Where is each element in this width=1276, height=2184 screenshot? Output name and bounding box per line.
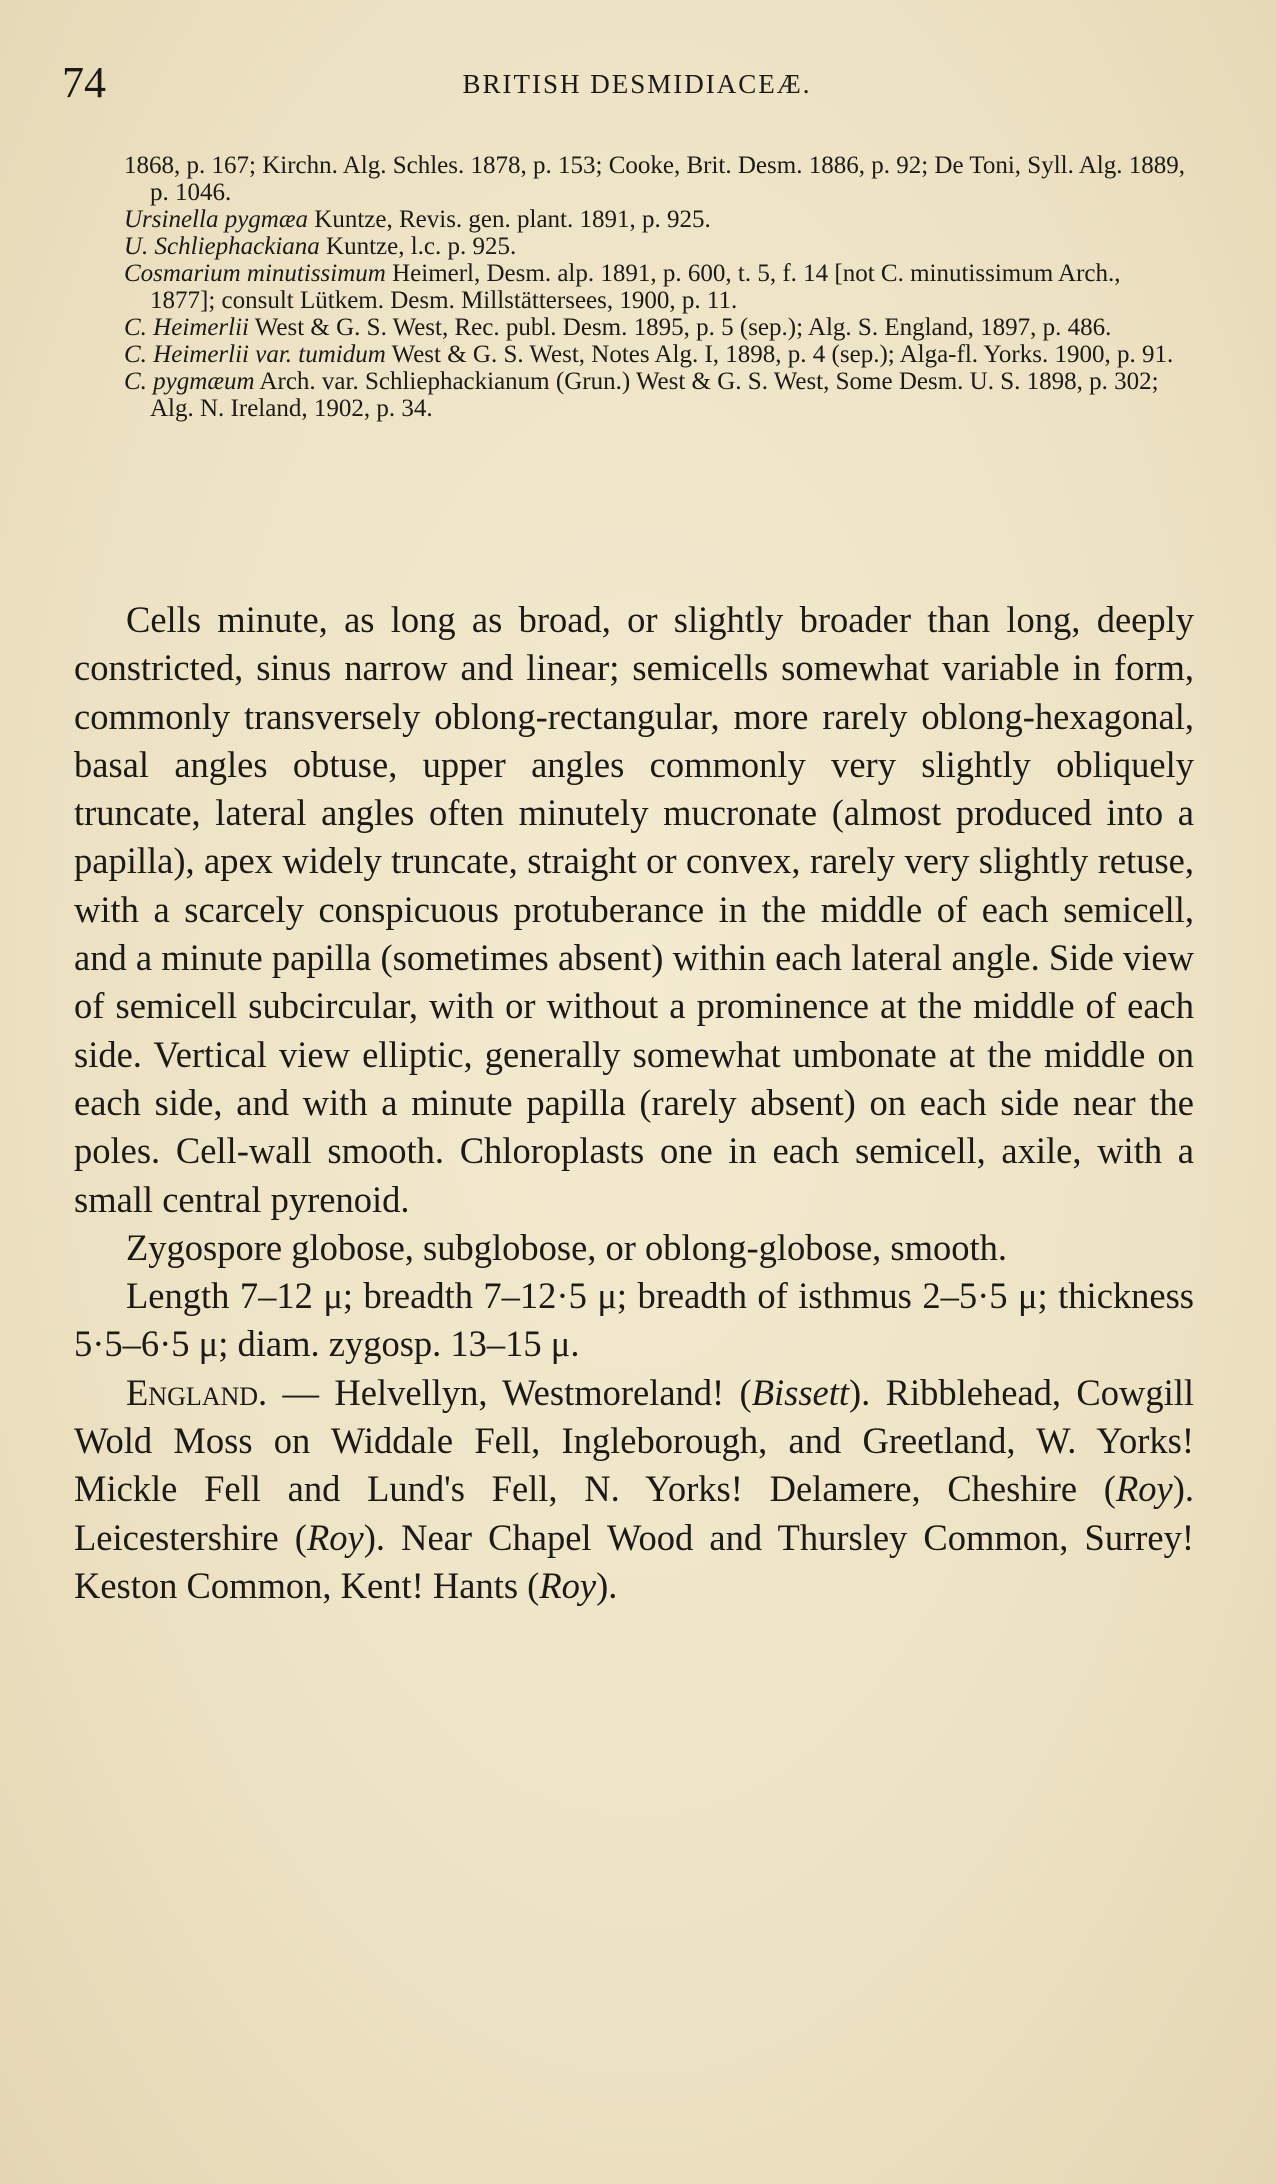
synonymy-entry: Ursinella pygmæa Kuntze, Revis. gen. plant. 1891, p. 925. <box>124 206 711 233</box>
page-number: 74 <box>62 58 106 107</box>
synonymy-list <box>124 152 1190 422</box>
synonymy-entry: 1868, p. 167; Kirchn. Alg. Schles. 1878, p. 153; Cooke, Brit. Desm. 1886, p. 92; De Toni, Syll. Alg. 1889, p. 1046. <box>124 152 1185 206</box>
distribution-paragraph: England. — Helvellyn, Westmoreland! (Bissett). Ribblehead, Cowgill Wold Moss on Widdale Fell, Ingleborough, and Greetland, W. Yorks! Mickle Fell and Lund's Fell, N. Yorks! Delamere, Cheshire (Roy). Leicestershire (Roy). Near Chapel Wood and Thursley Common, Surrey! Keston Common, Kent! Hants (Roy). <box>74 1371 1195 1606</box>
synonymy-entry: U. Schliephackiana Kuntze, l.c. p. 925. <box>124 233 517 260</box>
measurements-paragraph: Length 7–12 μ; breadth 7–12·5 μ; breadth of isthmus 2–5·5 μ; thickness 5·5–6·5 μ; diam. zygosp. 13–15 μ. <box>74 1275 1194 1365</box>
page-header <box>62 58 1212 108</box>
description-paragraph: Cells minute, as long as broad, or slightly broader than long, deeply constricted, sinus narrow and linear; semicells somewhat variable in form, commonly transversely oblong-rectangular, more rarely oblong-hexagonal, basal angles obtuse, upper angles commonly very slightly obliquely truncate, lateral angles often minutely mucronate (almost produced into a papilla), apex widely truncate, straight or convex, rarely very slightly retuse, with a scarcely conspicuous protuberance in the middle of each semicell, and a minute papilla (sometimes absent) within each lateral angle. Side view of semicell subcircular, with or without a prominence at the middle of each side. Vertical view elliptic, generally somewhat umbonate at the middle on each side, and with a minute papilla (rarely absent) on each side near the poles. Cell-wall smooth. Chloroplasts one in each semicell, axile, with a small central pyrenoid. <box>74 599 1194 1220</box>
region-label: England. <box>126 1371 268 1413</box>
collector-name: Roy <box>306 1516 364 1558</box>
species-description <box>74 596 1194 1610</box>
running-title: BRITISH DESMIDIACEÆ. <box>462 69 812 99</box>
synonymy-entry: Cosmarium minutissimum Heimerl, Desm. alp. 1891, p. 600, t. 5, f. 14 [not C. minutissimum Arch., 1877]; consult Lütkem. Desm. Millstättersees, 1900, p. 11. <box>124 260 1121 314</box>
synonymy-entry: C. Heimerlii var. tumidum West & G. S. West, Notes Alg. I, 1898, p. 4 (sep.); Alga-fl. Yorks. 1900, p. 91. <box>124 341 1174 368</box>
collector-name: Bissett <box>751 1371 850 1413</box>
collector-name: Roy <box>539 1564 597 1606</box>
synonymy-entry: C. pygmæum Arch. var. Schliephackianum (Grun.) West & G. S. West, Some Desm. U. S. 1898, p. 302; Alg. N. Ireland, 1902, p. 34. <box>124 368 1159 422</box>
zygospore-paragraph: Zygospore globose, subglobose, or oblong-globose, smooth. <box>126 1226 1008 1268</box>
synonymy-entry: C. Heimerlii West & G. S. West, Rec. publ. Desm. 1895, p. 5 (sep.); Alg. S. England, 1897, p. 486. <box>124 314 1112 341</box>
collector-name: Roy <box>1115 1468 1173 1510</box>
